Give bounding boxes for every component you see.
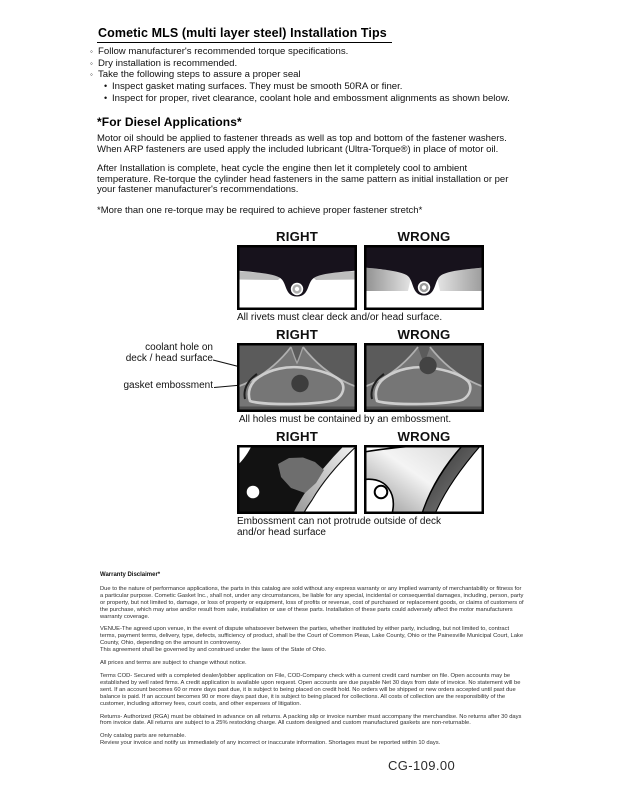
callout-text: coolant hole on	[145, 342, 213, 353]
dot-bullet-icon: •	[104, 81, 108, 92]
diesel-paragraph-3: *More than one re-torque may be required to achieve proper fastener stretch*	[97, 205, 423, 216]
list-item-text: Take the following steps to assure a proper seal	[98, 69, 301, 81]
rivet-clearance-right-diagram	[237, 245, 357, 310]
list-item-text: Follow manufacturer's recommended torque specifications.	[98, 46, 349, 57]
diesel-paragraph-2: After Installation is complete, heat cycle the engine then let it completely cool to ambient temperature. Re-torque the cylinder head fasteners in the same pattern as initial installation or per your fastener manufacturer's recommendations.	[97, 163, 509, 196]
wrong-label-row3: WRONG	[397, 429, 451, 444]
right-label-row2: RIGHT	[275, 327, 319, 342]
page-code: CG-109.00	[388, 758, 456, 773]
only-catalog-text: Only catalog parts are returnable.	[100, 733, 187, 740]
governing-law-text: This agreement shall be governed by and construed under the laws of the State of Ohio.	[100, 647, 327, 654]
list-item	[90, 69, 530, 81]
list-item-text: Dry installation is recommended.	[98, 57, 238, 69]
dot-bullet-icon: •	[104, 92, 108, 103]
rivet-clearance-wrong-diagram	[364, 245, 484, 310]
review-invoice-text: Review your invoice and notify us immediately of any incorrect or inaccurate information. Shortages must be reported within 10 days.	[100, 740, 441, 747]
diesel-paragraph-1: Motor oil should be applied to fastener threads as well as top and bottom of the fastener washers. When ARP fasteners are used apply the included lubricant (Ultra-Torque®) in place of motor oil.	[97, 133, 507, 155]
embossment-containment-right-diagram	[237, 343, 357, 412]
row1-caption: All rivets must clear deck and/or head surface.	[237, 312, 443, 323]
venue-text: VENUE-The agreed upon venue, in the event of dispute whatsoever between the parties, whether instituted by either party, including, but not limited to, contract terms, payment terms, delivery, type, defects, sufficiency of product, shall be the Court of Common Pleas, Lake County, Ohio or the Painesville Municipal Court, Lake County, Ohio, depending on the amount in controversy.	[100, 626, 524, 647]
embossment-protrusion-right-diagram	[237, 445, 357, 514]
list-item-text: Inspect for proper, rivet clearance, coolant hole and embossment alignments as shown below.	[112, 92, 510, 104]
embossment-containment-wrong-diagram	[364, 343, 484, 412]
diesel-heading: *For Diesel Applications*	[97, 115, 242, 129]
right-label-row1: RIGHT	[275, 229, 319, 244]
row3-caption: Embossment can not protrude outside of deck and/or head surface	[237, 516, 442, 538]
page-title: Cometic MLS (multi layer steel) Installation Tips	[97, 26, 392, 43]
prices-text: All prices and terms are subject to change without notice.	[100, 660, 247, 667]
embossment-protrusion-wrong-diagram	[364, 445, 484, 514]
gasket-embossment-callout: gasket embossment	[123, 380, 213, 391]
wrong-label-row2: WRONG	[397, 327, 451, 342]
list-item-text: Inspect gasket mating surfaces. They must be smooth 50RA or finer.	[112, 81, 403, 93]
terms-text: Terms COD- Secured with a completed dealer/jobber application on File, COD-Company check with a current credit card number on file. Open accounts may be established by well rated firms. A credit application is available upon request. Open accounts are due payable Net 30 days from date of invoice. No statement will be sent. If an account becomes 60 or more days past due, it is subject to being placed on credit hold. No orders will be shipped or new orders accepted until past due balance is paid. If an account becomes 90 or more days past due, it is subject to being placed for collections. All costs of collection are the responsibility of the customer, including attorney fees, court costs, and other expenses of litigation.	[100, 672, 521, 707]
row2-caption: All holes must be contained by an embossment.	[238, 414, 452, 425]
wrong-label-row1: WRONG	[397, 229, 451, 244]
list-item	[90, 58, 530, 70]
circle-bullet-icon: ◦	[90, 47, 93, 56]
callout-text: deck / head surface	[125, 352, 213, 364]
circle-bullet-icon: ◦	[90, 58, 93, 68]
warranty-disclaimer-text: Due to the nature of performance applications, the parts in this catalog are sold without any express warranty or any implied warranty of merchantability or fitness for a particular purpose. Cometic Gasket Inc., shall not, under any circumstances, be liable for any special, incidental or consequential damages, including, person, party or property, but not limited to, damage, or loss of property or equipment, loss of profits or revenue, cost of purchased or replacement goods, or claims of customers of the purchase, which may arise and/or result from sale, installation or use of these parts. Installation of these parts could adversely affect the motor manufacturers warranty coverage.	[100, 585, 524, 620]
list-item	[90, 46, 530, 58]
warranty-disclaimer-heading: Warranty Disclaimer*	[100, 572, 161, 578]
right-label-row3: RIGHT	[275, 429, 319, 444]
list-item	[90, 81, 530, 93]
coolant-hole-callout	[95, 343, 213, 364]
legal-section	[100, 572, 524, 753]
installation-tips-list	[90, 46, 530, 105]
returns-text: Returns- Authorized (RGA) must be obtained in advance on all returns. A packing slip or invoice number must accompany the merchandise. No returns after 30 days from invoice date. All returns are subject to a 25% restocking charge. All custom designed and custom manufactured gaskets are non-returnable.	[100, 713, 522, 727]
list-item	[90, 93, 530, 105]
circle-bullet-icon: ◦	[90, 70, 93, 80]
